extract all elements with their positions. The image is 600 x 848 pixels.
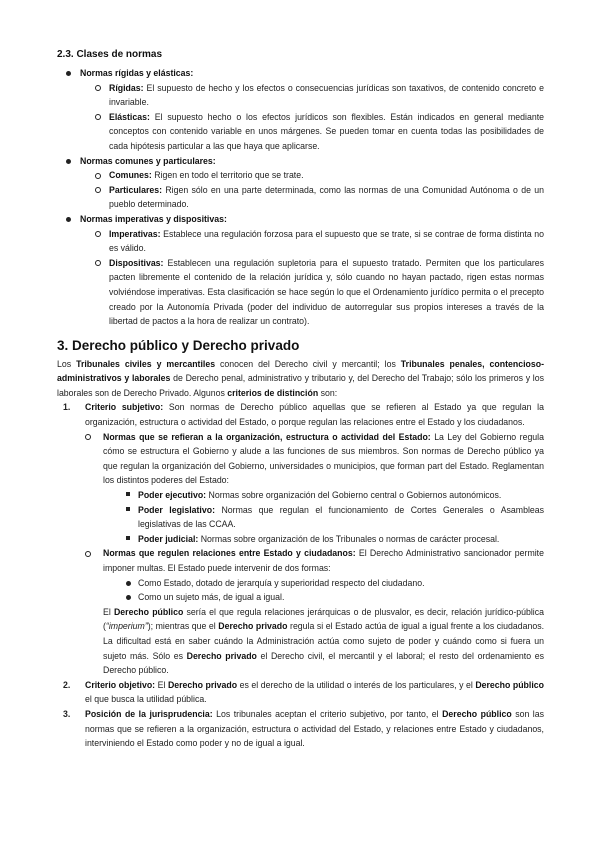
bullet-ring — [87, 183, 109, 212]
list-item — [118, 532, 544, 547]
bullet-square — [118, 488, 138, 503]
bullet-ring — [87, 168, 109, 183]
bullet-ring — [87, 81, 109, 110]
item-text: Establecen una regulación supletoria para el supuesto tratado. Permiten que los particulares pacten libremente el contenido de la relación jurídica y, sólo cuando no hayan pactado, rigen estas normas volviéndose imperativas. Esta clasificación se hace según lo que el Ordenamiento jurídico permita o el precepto creado por la Autonomía Privada (poder del individuo de autorregular sus propios intereses a través de la libertad de pactos a la hora de realizar un contrato). — [109, 257, 544, 327]
item-term: Posición de la jurisprudencia: — [85, 708, 213, 719]
text-run: Los tribunales aceptan el criterio subjetivo, por tanto, el — [212, 708, 443, 719]
bullet-dot — [57, 154, 80, 169]
list-item — [87, 183, 544, 212]
section-3-heading: 3. Derecho público y Derecho privado — [57, 337, 300, 353]
list-item — [85, 430, 544, 488]
item-text: Como un sujeto más, de igual a igual. — [138, 592, 285, 603]
item-text: Normas sobre organización del Gobierno central o Gobiernos autonómicos. — [206, 490, 502, 501]
item-term: Criterio objetivo: — [85, 679, 156, 690]
list-item — [118, 503, 544, 532]
list-item — [118, 488, 544, 503]
list-item — [57, 154, 544, 169]
text-run: es el derecho de la utilidad o interés de los particulares, y el — [237, 679, 476, 690]
item-term: Dispositivas: — [109, 257, 164, 268]
item-term: Poder ejecutivo: — [138, 490, 207, 501]
text-run: son las normas que se refieren a la organización, estructura o actividad del Estado, y relaciones entre Estado y ciudadanos, interviniendo el Estado como poder y no de igual a igual. — [85, 708, 544, 749]
text-run: son: — [318, 387, 338, 398]
item-text: El Derecho Administrativo sancionador permite imponer multas. El Estado puede intervenir de dos formas: — [103, 548, 544, 573]
bold-run: Derecho privado — [186, 650, 257, 661]
bullet-ring — [87, 110, 109, 154]
list-item — [87, 81, 544, 110]
bullet-ring — [87, 227, 109, 256]
bullet-ring — [87, 256, 109, 329]
item-term: Elásticas: — [109, 111, 150, 122]
item-term: Comunes: — [109, 170, 152, 181]
list-number: 2. — [63, 679, 71, 690]
list-item — [118, 576, 544, 591]
bold-run: Derecho privado — [167, 679, 238, 690]
text-run: El — [103, 606, 114, 617]
text-run: sería el que regula relaciones jerárquicas o de plusvalor, es decir, relación jurídico-pública ( — [103, 606, 544, 632]
text-run: conocen del Derecho civil y mercantil; los — [215, 358, 401, 369]
group-label: Normas rígidas y elásticas: — [80, 68, 194, 78]
group-label: Normas comunes y particulares: — [80, 155, 216, 166]
item-text: Normas que regulan el funcionamiento de Cortes Generales o Asambleas legislativas de las CCAA. — [138, 504, 544, 530]
list-item — [87, 256, 544, 329]
bold-run: Tribunales civiles y mercantiles — [76, 358, 216, 369]
bold-run: Derecho privado — [218, 621, 288, 632]
item-term: Poder judicial: — [138, 533, 199, 544]
list-item — [57, 212, 544, 227]
criterion-item — [63, 400, 544, 429]
item-text: Normas sobre organización de los Tribunales o normas de carácter procesal. — [198, 533, 500, 544]
bold-run: Derecho público — [475, 679, 544, 690]
item-term: Normas que se refieran a la organización, estructura o actividad del Estado: — [103, 431, 431, 442]
item-term: Criterio subjetivo: — [85, 402, 164, 413]
bullet-dot — [57, 66, 80, 81]
item-text: Establece una regulación forzosa para el supuesto que se trate, si se contrae de forma distinta no es válido. — [109, 228, 544, 254]
text-run: ); mientras que el — [147, 621, 219, 632]
list-item — [87, 227, 544, 256]
text-run: el que busca la utilidad pública. — [85, 694, 207, 705]
list-number: 1. — [63, 402, 71, 413]
item-term: Rígidas: — [109, 82, 144, 93]
bullet-ring — [85, 546, 103, 575]
bullet-dot — [118, 590, 138, 605]
italic-run: “imperium” — [105, 621, 148, 632]
list-item — [57, 66, 544, 81]
list-number: 3. — [63, 708, 71, 719]
intro-paragraph — [57, 357, 544, 401]
item-text: La Ley del Gobierno regula cómo se estructura el Gobierno y alude a las funciones de sus miembros. Son normas de Derecho público ya que regulan la organización del Gobierno, universidades o municipios, que forman part del Estado. Reglamentan los distintos poderes del Estado: — [103, 431, 544, 486]
text-run: el Derecho civil, el mercantil y el laboral; el resto del ordenamiento es Derecho público. — [103, 650, 544, 676]
item-text: El supuesto hecho o los efectos jurídicos son flexibles. Están indicados en general mediante conceptos con contenido variable en unos márgenes. Se pueden tomar en cuenta todas las posibilidades de cada hipótesis particular a las que haya que aplicarse. — [109, 111, 544, 151]
item-text: Son normas de Derecho público aquellas que se refieren al Estado ya que regulan la organización, estructura o actividad del Estado, o porque regulan las relaciones entre el Estado y los ciudadanos. — [85, 402, 544, 428]
bold-run: Derecho público — [113, 606, 184, 617]
item-text: Rigen en todo el territorio que se trate. — [151, 170, 304, 181]
text-run: regula si el Estado actúa de igual a igual frente a los ciudadanos. La dificultad está en saber cuándo la Administración actúa como sujeto de poder y cuándo como si fuera un sujeto más. Sólo es — [103, 621, 544, 661]
item-text: El supuesto de hecho y los efectos o consecuencias jurídicas son taxativos, de contenido concreto e invariable. — [109, 82, 544, 108]
item-term: Poder legislativo: — [138, 504, 215, 515]
text-run: Los — [57, 358, 77, 369]
criterion-item — [63, 707, 544, 751]
item-term: Particulares: — [109, 184, 163, 195]
bullet-square — [118, 503, 138, 532]
section-2-3-heading: 2.3. Clases de normas — [57, 49, 163, 60]
bold-run: Tribunales penales, contencioso-administrativos y laborales — [57, 358, 544, 384]
list-item — [118, 590, 544, 605]
group-label: Normas imperativas y dispositivas: — [80, 213, 227, 224]
bullet-dot — [57, 212, 80, 227]
item-term: Imperativas: — [109, 228, 161, 239]
item-term: Normas que regulen relaciones entre Estado y ciudadanos: — [103, 548, 356, 559]
bullet-dot — [118, 576, 138, 591]
text-run: de Derecho penal, administrativo y tributario y, del Derecho del Trabajo; sólo los primeros y los laborales son de Derecho Privado. Algunos — [57, 373, 544, 398]
text-run: El — [155, 679, 168, 690]
item-text: Rigen sólo en una parte determinada, como las normas de una Comunidad Autónoma o de un pueblo determinado. — [109, 184, 544, 210]
list-item — [87, 168, 544, 183]
bullet-ring — [85, 430, 103, 488]
item-text: Como Estado, dotado de jerarquía y superioridad respecto del ciudadano. — [138, 577, 425, 588]
list-item — [85, 546, 544, 575]
list-item — [87, 110, 544, 154]
criterion-item — [63, 678, 544, 707]
bullet-square — [118, 532, 138, 547]
bold-run: Derecho público — [442, 708, 512, 719]
explanation-paragraph — [103, 605, 544, 678]
bold-run: criterios de distinción — [227, 387, 319, 398]
